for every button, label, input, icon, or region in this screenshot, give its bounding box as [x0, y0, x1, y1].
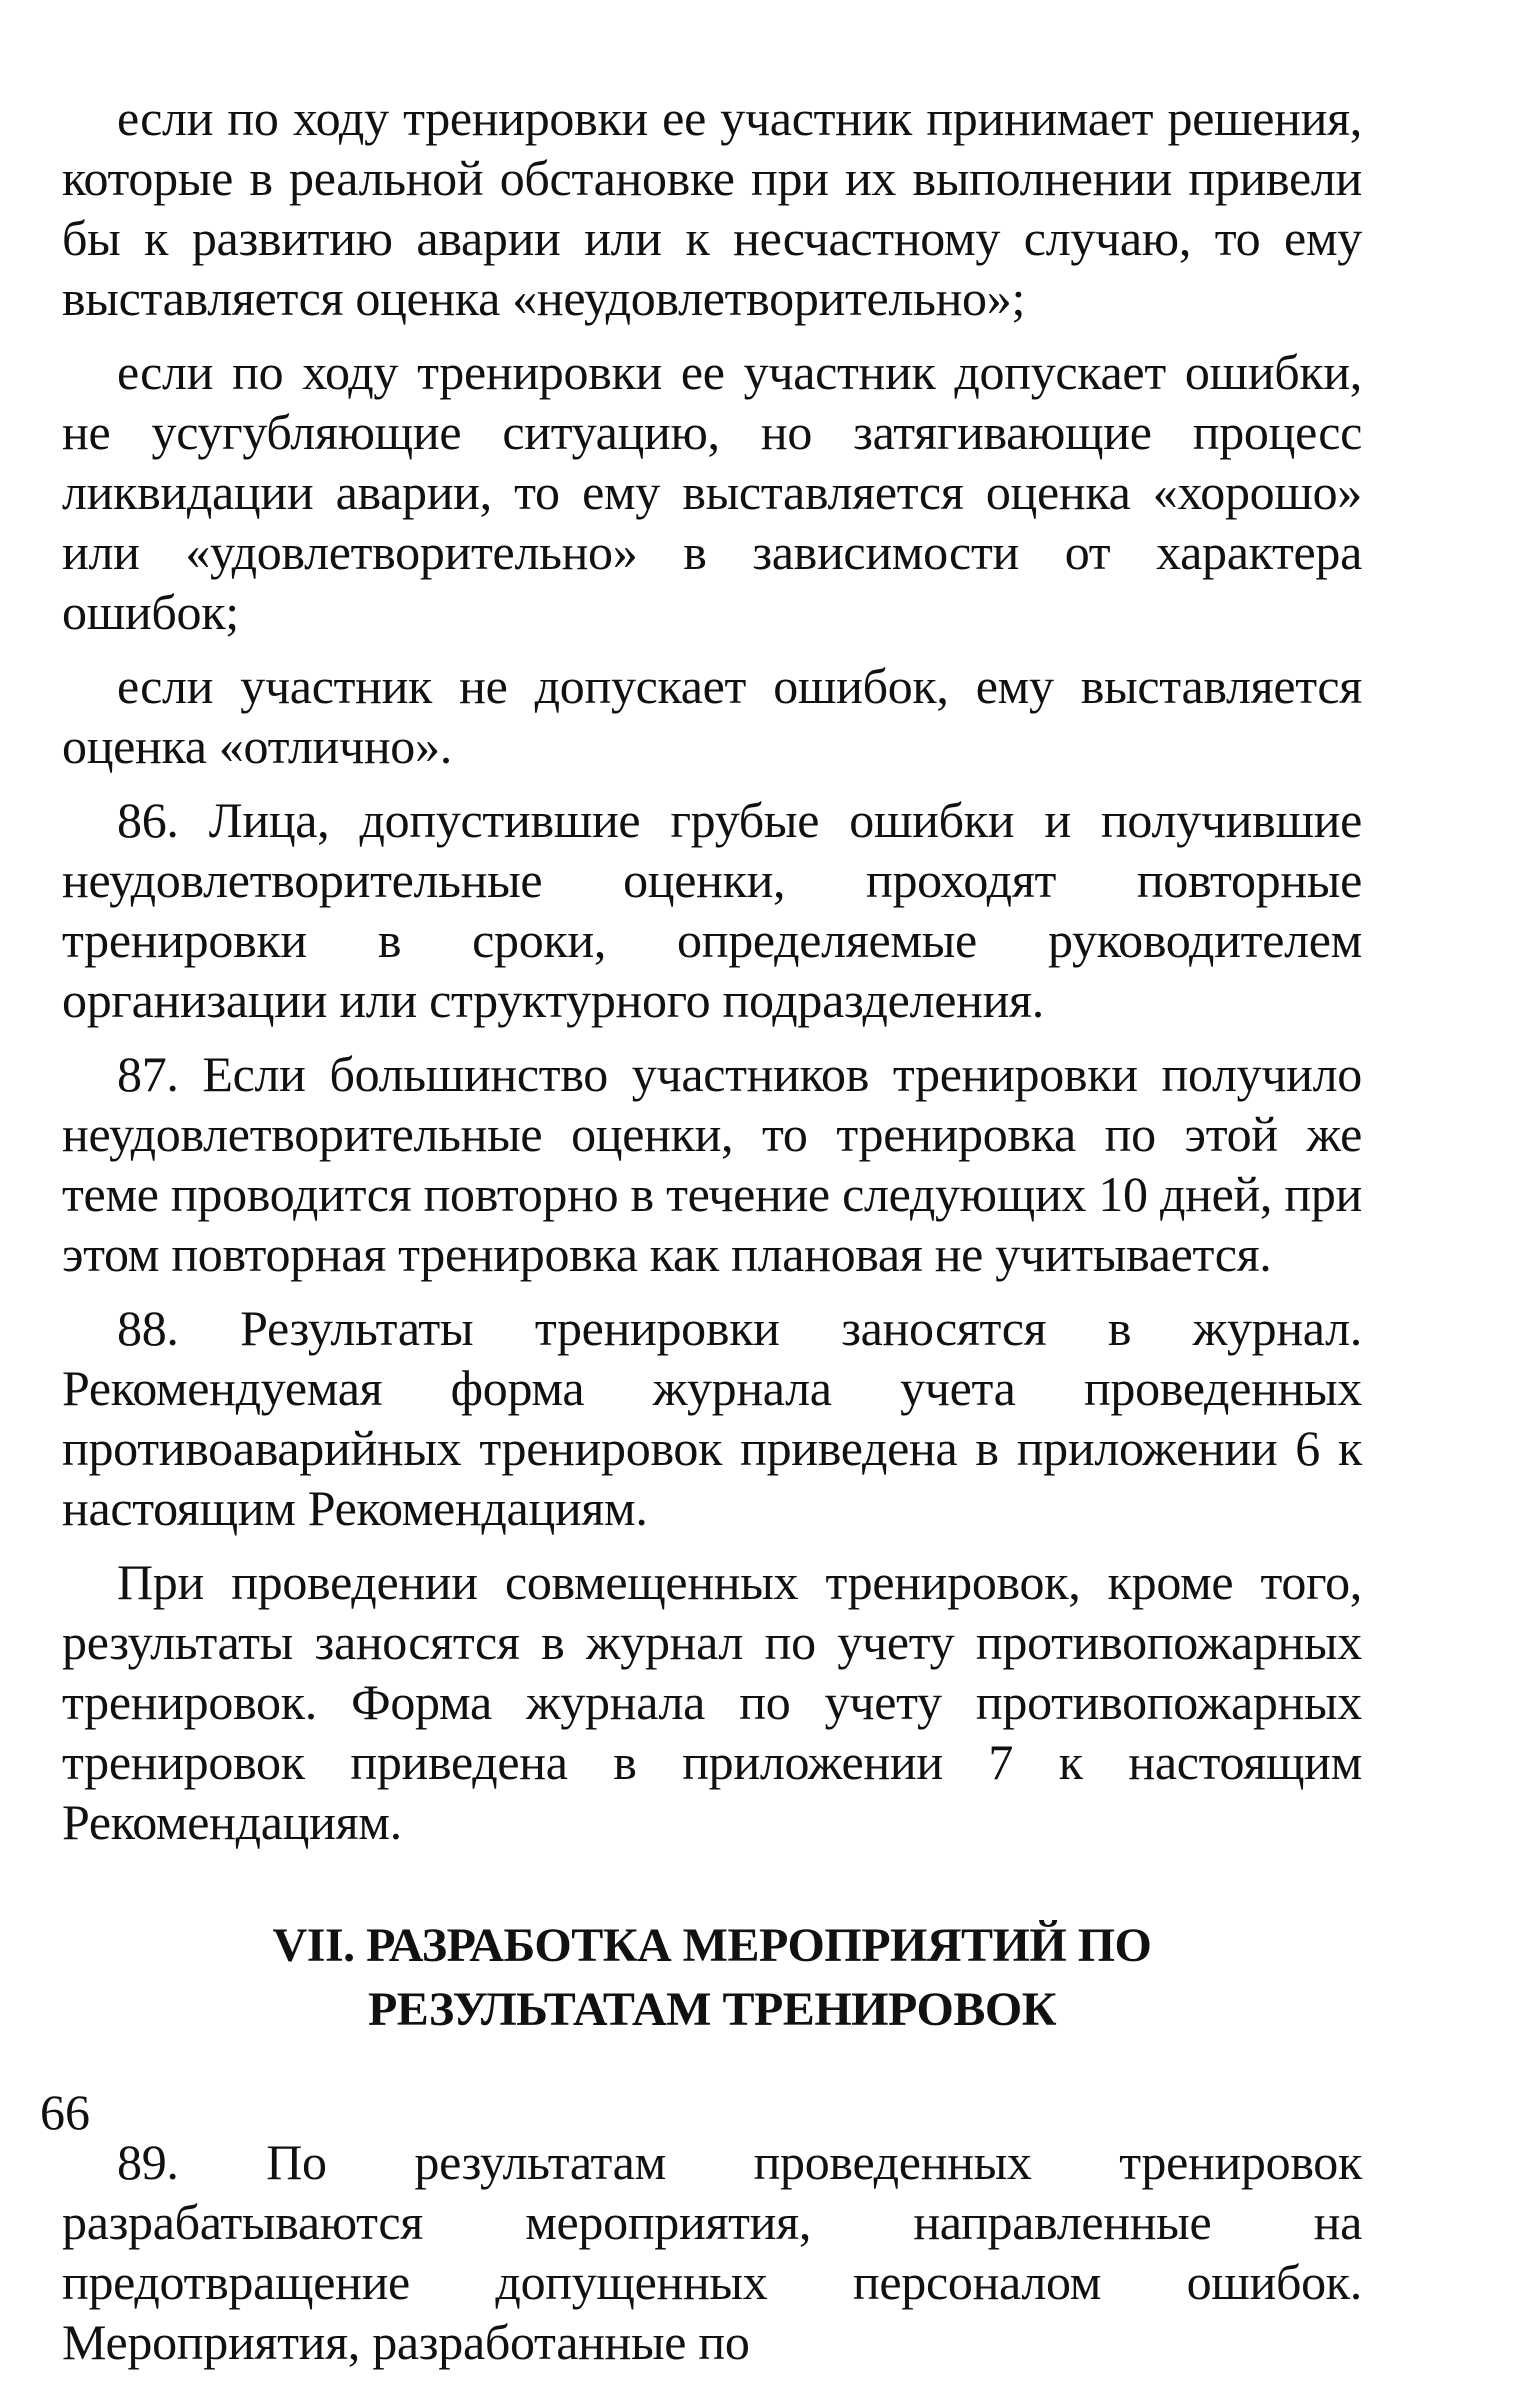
paragraph-89: 89. По результатам проведенных тренировок разрабатываются мероприятия, направленные на предотвращение допущенных персоналом ошибок. Мероприятия, разработанные по [62, 2134, 1362, 2370]
section-heading [62, 1914, 1362, 2042]
paragraph-86: 86. Лица, допустившие грубые ошибки и получившие неудовлетворительные оценки, проходят повторные тренировки в сроки, определяемые руководителем организации или структурного подразделения. [62, 792, 1362, 1028]
paragraph-unsatisfactory: если по ходу тренировки ее участник принимает решения, которые в реальной обстановке при их выполнении привели бы к развитию аварии или к несчастному случаю, то ему выставляется оценка «неудовлетворительно»; [62, 90, 1362, 326]
section-heading-line-1: VII. РАЗРАБОТКА МЕРОПРИЯТИЙ ПО [272, 1919, 1152, 1972]
paragraph-87: 87. Если большинство участников тренировки получило неудовлетворительные оценки, то тренировка по этой же теме проводится повторно в течение следующих 10 дней, при этом повторная тренировка как плановая не учитывается. [62, 1046, 1362, 1282]
paragraph-excellent: если участник не допускает ошибок, ему выставляется оценка «отлично». [62, 658, 1362, 774]
paragraph-88: 88. Результаты тренировки заносятся в журнал. Рекомендуемая форма журнала учета проведенных противоаварийных тренировок приведена в приложении 6 к настоящим Рекомендациям. [62, 1300, 1362, 1536]
section-heading-line-2: РЕЗУЛЬТАТАМ ТРЕНИРОВОК [367, 1983, 1057, 2036]
document-page [62, 88, 1362, 2386]
paragraph-combined-trainings: При проведении совмещенных тренировок, кроме того, результаты заносятся в журнал по учету противопожарных тренировок. Форма журнала по учету противопожарных тренировок приведена в приложении 7 к настоящим Рекомендациям. [62, 1554, 1362, 1850]
page-number: 66 [40, 2084, 90, 2140]
paragraph-good-or-satisfactory: если по ходу тренировки ее участник допускает ошибки, не усугубляющие ситуацию, но затягивающие процесс ликвидации аварии, то ему выставляется оценка «хорошо» или «удовлетворительно» в зависимости от характера ошибок; [62, 344, 1362, 640]
